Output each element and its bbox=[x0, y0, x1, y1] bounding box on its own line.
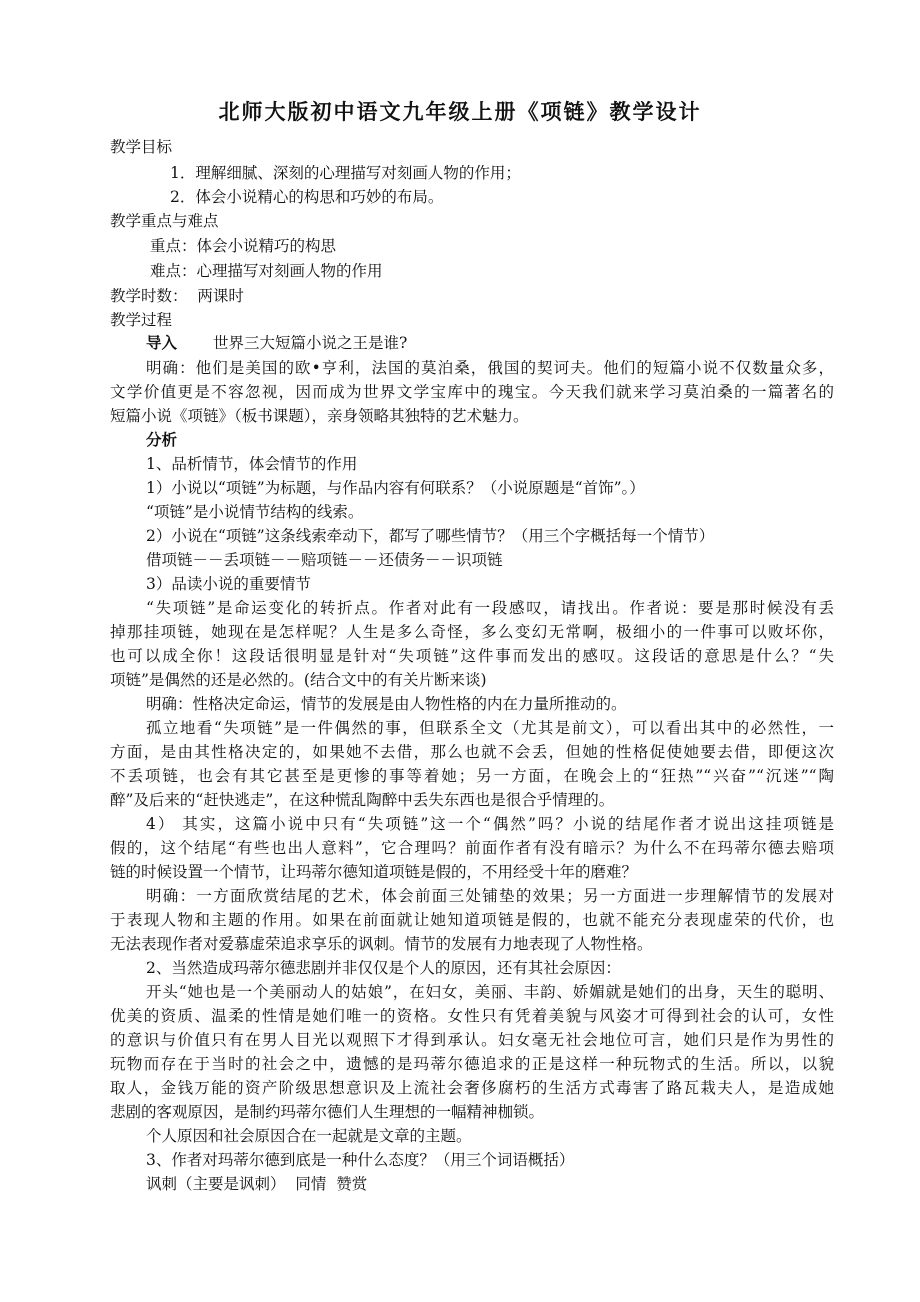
goals-heading: 教学目标 bbox=[110, 138, 173, 156]
lose-paragraph-line-2: 掉那挂项链，她现在是怎样呢？人生是多么奇怪，多么变幻无常啊，极细小的一件事可以败坏你， bbox=[110, 623, 834, 641]
section-2-heading: 2、当然造成玛蒂尔德悲剧并非仅仅是个人的原因，还有其社会原因： bbox=[146, 959, 621, 977]
clarify-1-line-1: 明确：他们是美国的欧•亨利，法国的莫泊桑，俄国的契诃夫。他们的短篇小说不仅数量众多， bbox=[146, 359, 834, 377]
social-paragraph-line-3: 的意识与价值只有在男人目光以观照下才得到承认。妇女毫无社会地位可言，她们只是作为男性的 bbox=[110, 1031, 834, 1049]
social-paragraph-line-6: 悲剧的客观原因，是制约玛蒂尔德们人生理想的一幅精神枷锁。 bbox=[110, 1103, 545, 1121]
lose-paragraph-line-4: 项链”是偶然的还是必然的。(结合文中的有关片断来谈) bbox=[110, 671, 487, 689]
intro-row bbox=[110, 331, 870, 355]
section-3-heading: 3、作者对玛蒂尔德到底是一种什么态度？（用三个词语概括） bbox=[146, 1151, 575, 1169]
social-paragraph-line-4: 玩物而存在于当时的社会之中，遗憾的是玛蒂尔德追求的正是这样一种玩物式的生活。所以，以貌 bbox=[110, 1055, 834, 1073]
clarify-3-line-3: 无法表现作者对爱慕虚荣追求享乐的讽刺。情节的发展有力地表现了人物性格。 bbox=[110, 935, 653, 953]
section-1-heading: 1、品析情节，体会情节的作用 bbox=[146, 455, 358, 473]
isolated-paragraph-line-2: 方面，是由其性格决定的，如果她不去借，那么也就不会丢，但她的性格促使她要去借，即便这次 bbox=[110, 743, 834, 761]
page-title: 北师大版初中语文九年级上册《项链》教学设计 bbox=[218, 100, 702, 124]
goal-item-1: 1．理解细腻、深刻的心理描写对刻画人物的作用； bbox=[170, 164, 521, 182]
answer-1: “项链”是小说情节结构的线索。 bbox=[146, 503, 364, 521]
clarify-3-line-1: 明确：一方面欣赏结尾的艺术，体会前面三处铺垫的效果；另一方面进一步理解情节的发展对 bbox=[146, 887, 834, 905]
question-4-line-2: 假的，这个结尾“有些也出人意料”，它合理吗？前面作者有没有暗示？为什么不在玛蒂尔德去赔项 bbox=[110, 839, 834, 857]
clarify-2: 明确：性格决定命运，情节的发展是由人物性格的内在力量所推动的。 bbox=[146, 695, 627, 713]
section-3-answer: 讽刺（主要是讽刺） 同情 赞赏 bbox=[146, 1175, 368, 1193]
intro-label: 导入 bbox=[146, 334, 178, 352]
question-3: 3）品读小说的重要情节 bbox=[146, 575, 311, 593]
question-1: 1）小说以“项链”为标题，与作品内容有何联系？（小说原题是“首饰”。） bbox=[146, 479, 645, 497]
question-4-line-1: 4） 其实，这篇小说中只有“失项链”这一个“偶然”吗？小说的结尾作者才说出这挂项链是 bbox=[146, 815, 834, 833]
intro-question: 世界三大短篇小说之王是谁? bbox=[213, 334, 408, 352]
social-paragraph-line-2: 优美的资质、温柔的性情是她们唯一的资格。女性只有凭着美貌与风姿才可得到社会的认可，女性 bbox=[110, 1007, 834, 1025]
key-points-heading: 教学重点与难点 bbox=[110, 212, 219, 230]
social-paragraph-line-1: 开头“她也是一个美丽动人的姑娘”，在妇女，美丽、丰韵、娇媚就是她们的出身，天生的聪明、 bbox=[146, 983, 834, 1001]
social-paragraph-line-5: 取人，金钱万能的资产阶级思想意识及上流社会奢侈腐朽的生活方式毒害了路瓦栽夫人，是造成她 bbox=[110, 1079, 834, 1097]
process-heading: 教学过程 bbox=[110, 311, 173, 329]
question-2: 2）小说在“项链”这条线索牵动下，都写了哪些情节？（用三个字概括每一个情节） bbox=[146, 527, 715, 545]
isolated-paragraph-line-3: 不丢项链，也会有其它甚至是更惨的事等着她；另一方面，在晚会上的“狂热”“兴奋”“沉迷”“陶 bbox=[110, 767, 834, 785]
question-4-line-3: 链的时候设置一个情节，让玛蒂尔德知道项链是假的，不用经受十年的磨难？ bbox=[110, 863, 638, 881]
difficulty-point: 难点：心理描写对刻画人物的作用 bbox=[150, 262, 383, 280]
goal-item-2: 2．体会小说精心的构思和巧妙的布局。 bbox=[170, 188, 444, 206]
clarify-3-line-2: 于表现人物和主题的作用。如果在前面就让她知道项链是假的，也就不能充分表现虚荣的代价，也 bbox=[110, 911, 834, 929]
theme-sentence: 个人原因和社会原因合在一起就是文章的主题。 bbox=[146, 1127, 472, 1145]
focus-point: 重点：体会小说精巧的构思 bbox=[150, 237, 337, 255]
isolated-paragraph-line-1: 孤立地看“失项链”是一件偶然的事，但联系全文（尤其是前文），可以看出其中的必然性，一 bbox=[146, 719, 834, 737]
clarify-1-line-3: 短篇小说《项链》（板书课题），亲身领略其独特的艺术魅力。 bbox=[110, 407, 529, 425]
clarify-1-line-2: 文学价值更是不容忽视，因而成为世界文学宝库中的瑰宝。今天我们就来学习莫泊桑的一篇著名的 bbox=[110, 383, 834, 401]
lose-paragraph-line-3: 也可以成全你！这段话很明显是针对“失项链”这件事而发出的感叹。这段话的意思是什么？“失 bbox=[110, 647, 834, 665]
lose-paragraph-line-1: “失项链”是命运变化的转折点。作者对此有一段感叹，请找出。作者说：要是那时候没有丢 bbox=[146, 599, 834, 617]
isolated-paragraph-line-4: 醉”及后来的“赶快逃走”，在这种慌乱陶醉中丢失东西也是很合乎情理的。 bbox=[110, 791, 615, 809]
analysis-label: 分析 bbox=[146, 431, 178, 449]
teaching-hours: 教学时数： 两课时 bbox=[110, 287, 244, 305]
answer-2: 借项链－－丢项链－－赔项链－－还债务－－识项链 bbox=[146, 551, 503, 569]
